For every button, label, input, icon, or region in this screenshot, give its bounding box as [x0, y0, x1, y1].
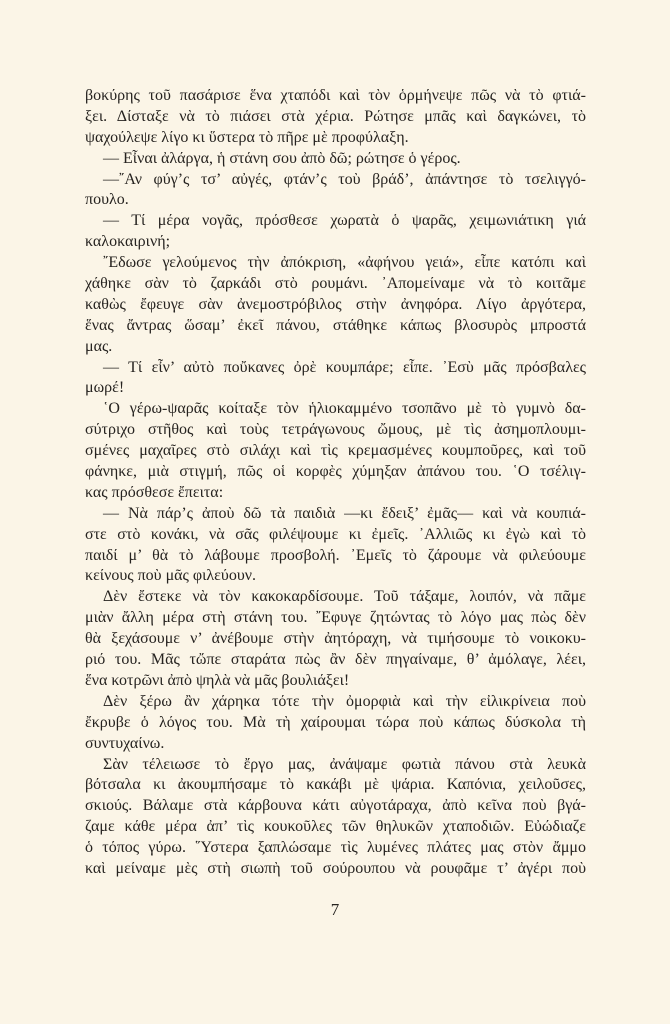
text-line: καὶ μείναμε μὲς στὴ σιωπὴ τοῦ σούρουπου νὰ ρουφᾶμε τ’ ἀγέρι ποὺ — [85, 859, 586, 877]
text-line: — Εἶναι ἀλάργα, ἡ στάνη σου ἀπὸ δῶ; ρώτησε ὁ γέρος. — [103, 149, 461, 167]
text-line: καθὼς ἔφευγε σὰν ἀνεμοστρόβιλος στὴν ἀνηφόρα. Λίγο ἀργότερα, — [85, 295, 586, 313]
text-line: ριό του. Μᾶς τὤπε σταράτα πὼς ἂν δὲν πηγαίναμε, θ’ ἀμόλαγε, λέει, — [85, 651, 586, 669]
text-line: — Τί μέρα νογᾶς, πρόσθεσε χωρατὰ ὁ ψαρᾶς, χειμωνιάτικη γιά — [103, 212, 586, 230]
text-line: — Νὰ πάρ’ς ἀποὺ δῶ τὰ παιδιὰ —κι ἔδειξ’ ἐμᾶς— καὶ νὰ κουπιά- — [103, 504, 586, 522]
text-line: ὁ τόπος γύρω. ῞Υστερα ξαπλώσαμε τὶς λυμένες πλάτες μας στὸν ἄμμο — [85, 839, 586, 857]
text-line: σύτριχο στῆθος καὶ τοὺς τετράγωνους ὤμους, μὲ τὶς ἀσημοπλουμι- — [85, 421, 586, 439]
text-line: ῾Ο γέρω-ψαρᾶς κοίταξε τὸν ἡλιοκαμμένο τσοπᾶνο μὲ τὸ γυμνὸ δα- — [103, 400, 586, 418]
text-line: Σὰν τέλειωσε τὸ ἔργο μας, ἀνάψαμε φωτιὰ πάνου στὰ λευκὰ — [103, 755, 586, 773]
text-line: μας. — [85, 337, 113, 355]
text-line: ἕνα κοτρῶνι ἀπὸ ψηλὰ νὰ μᾶς βουλιάξει! — [85, 671, 350, 689]
text-line: φάνηκε, μιὰ στιγμή, πῶς οἱ κορφὲς χύμηξαν ἀπάνου του. ῾Ο τσέλιγ- — [85, 463, 586, 481]
text-line: ψαχούλεψε λίγο κι ὕστερα τὸ πῆρε μὲ προφύλαξη. — [85, 128, 409, 146]
text-line: Δὲν ἔστεκε νὰ τὸν κακοκαρδίσουμε. Τοῦ τάξαμε, λοιπόν, νὰ πᾶμε — [103, 588, 586, 606]
text-line: καλοκαιρινή; — [85, 233, 171, 251]
text-line: — Τί εἶν’ αὐτὸ ποὔκανες ὀρὲ κουμπάρε; εἶπε. ᾿Εσὺ μᾶς πρόσβαλες — [103, 358, 586, 376]
page-number: 7 — [330, 900, 340, 919]
text-line: Δὲν ξέρω ἂν χάρηκα τότε τὴν ὀμορφιὰ καὶ τὴν εἰλικρίνεια ποὺ — [103, 692, 586, 710]
text-line: ζαμε κάθε μέρα ἀπ’ τὶς κουκοῦλες τῶν θηλυκῶν χταποδιῶν. Εὐώδιαζε — [85, 818, 586, 836]
text-line: ῎Εδωσε γελούμενος τὴν ἀπόκριση, «ἀφήνου γειά», εἶπε κατόπι καὶ — [103, 254, 586, 272]
text-line: πουλο. — [85, 191, 129, 209]
text-line: παιδί μ’ θὰ τὸ λάβουμε προσβολή. ᾿Εμεῖς τὸ ζάρουμε νὰ φιλεύουμε — [85, 546, 586, 564]
text-line: στε στὸ κονάκι, νὰ σᾶς φιλέψουμε κι ἐμεῖς. ᾿Αλλιῶς κι ἐγὼ καὶ τὸ — [85, 525, 586, 543]
text-line: συντυχαίνω. — [85, 734, 165, 752]
text-line: βότσαλα κι ἀκουμπήσαμε τὸ κακάβι μὲ ψάρια. Καπόνια, χειλοῦσες, — [85, 776, 586, 794]
page-body-text — [85, 86, 586, 880]
text-line: σκιούς. Βάλαμε στὰ κάρβουνα κάτι αὐγοτάραχα, ἀπὸ κεῖνα ποὺ βγά- — [85, 797, 586, 815]
text-line: θὰ ξεχάσουμε ν’ ἀνέβουμε στὴν ἀητόραχη, νὰ τιμήσουμε τὸ νοικοκυ- — [85, 630, 586, 648]
text-line: μιὰν ἄλλη μέρα στὴ στάνη του. ῎Εφυγε ζητώντας τὸ λόγο μας πὼς δὲν — [85, 609, 586, 627]
text-line: ἔκρυβε ὁ λόγος του. Μὰ τὴ χαίρουμαι τώρα ποὺ κάπως δύσκολα τὴ — [85, 713, 586, 731]
text-line: κας πρόσθεσε ἔπειτα: — [85, 483, 224, 501]
text-line: χάθηκε σὰν τὸ ζαρκάδι στὸ ρουμάνι. ᾿Απομείναμε νὰ τὸ κοιτᾶμε — [85, 275, 586, 293]
text-line: κείνους ποὺ μᾶς φιλεύουν. — [85, 567, 256, 585]
text-line: ἕνας ἄντρας ὥσαμ’ ἐκεῖ πάνου, στάθηκε κάπως βλοσυρὸς μπροστά — [85, 316, 586, 334]
text-line: μωρέ! — [85, 379, 125, 397]
text-line: —῎Αν φύγ’ς τσ’ αὐγές, φτάν’ς τοὺ βράδ’, ἀπάντησε τὸ τσελιγγό- — [103, 170, 586, 188]
text-line: σμένες μαχαῖρες στὸ σιλάχι καὶ τὶς κρεμασμένες κουμποῦρες, καὶ τοῦ — [85, 442, 586, 460]
text-line: βοκύρης τοῦ πασάρισε ἕνα χταπόδι καὶ τὸν ὁρμήνεψε πῶς νὰ τὸ φτιά- — [85, 87, 586, 104]
text-line: ξει. Δίσταξε νὰ τὸ πιάσει στὰ χέρια. Ρώτησε μπᾶς καὶ δαγκώνει, τὸ — [85, 107, 586, 125]
